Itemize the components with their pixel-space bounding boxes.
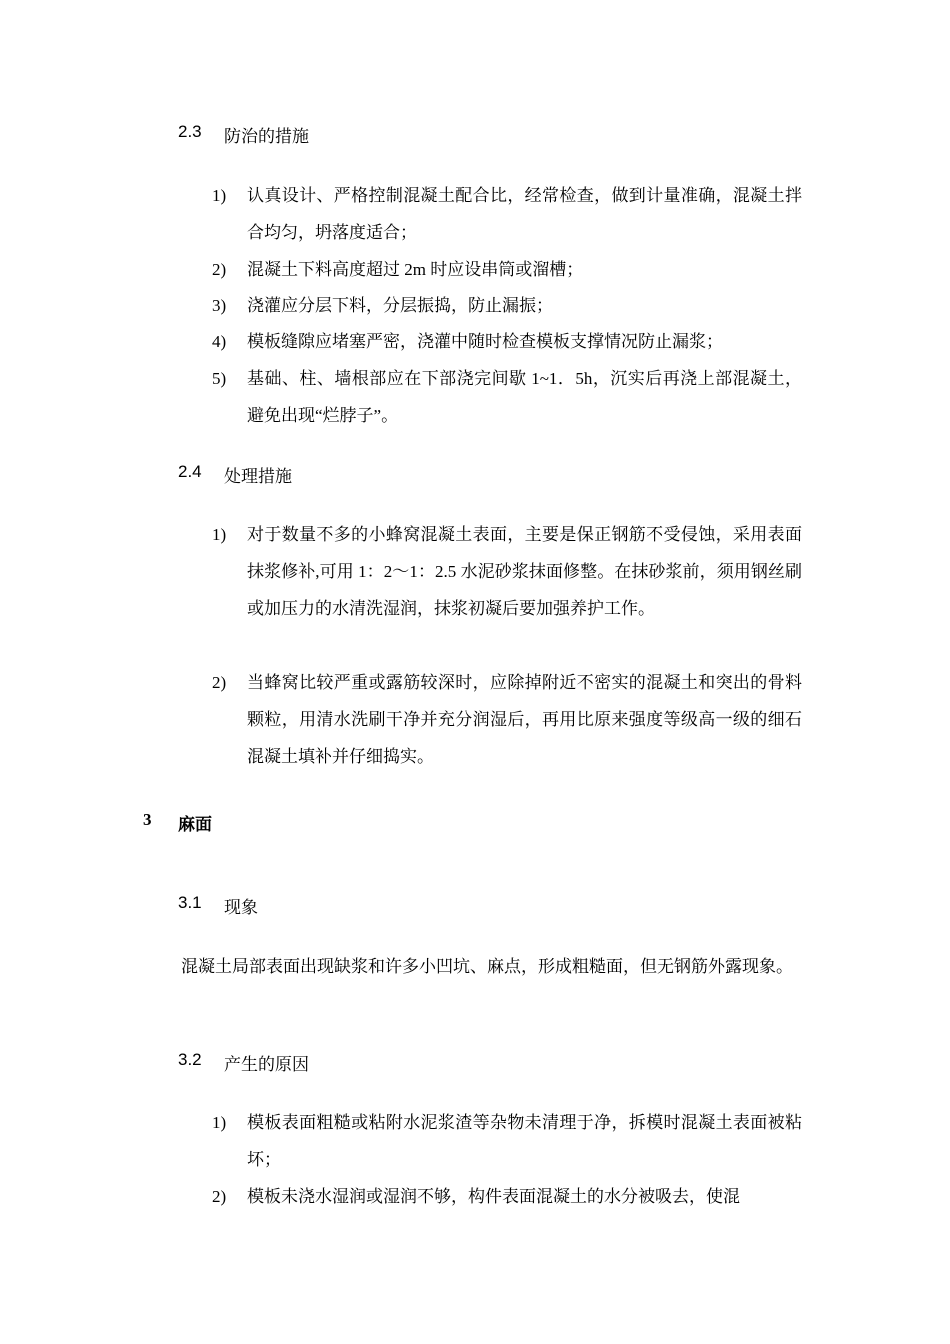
list-number: 4)	[212, 332, 227, 351]
section-title: 产生的原因	[224, 1055, 309, 1074]
list-text: 认真设计、严格控制混凝土配合比，经常检查，做到计量准确，混凝土拌合均匀，坍落度适合；	[247, 186, 802, 242]
list-number: 3)	[212, 296, 227, 315]
list-text: 模板缝隙应堵塞严密，浇灌中随时检查模板支撑情况防止漏浆；	[247, 332, 723, 351]
list-number: 2)	[212, 673, 227, 692]
section-title: 处理措施	[224, 467, 292, 486]
list-number: 1)	[212, 1113, 227, 1132]
list-text: 对于数量不多的小蜂窝混凝土表面，主要是保正钢筋不受侵蚀，采用表面抹浆修补,可用 1：2～1：2.5 水泥砂浆抹面修整。在抹砂浆前，须用钢丝刷或加压力的水清洗湿润，抹浆初凝后要加强养护工作。	[247, 525, 802, 618]
list-number: 2)	[212, 260, 227, 279]
section-number: 3.1	[178, 893, 202, 912]
list-text: 浇灌应分层下料，分层振捣，防止漏振；	[247, 296, 553, 315]
section-title: 现象	[224, 898, 258, 917]
list-text: 基础、柱、墙根部应在下部浇完间歇 1~1．5h，沉实后再浇上部混凝土，避免出现“烂脖子”。	[247, 369, 802, 425]
section-title: 防治的措施	[224, 127, 309, 146]
list-number: 5)	[212, 369, 227, 388]
list-text: 当蜂窝比较严重或露筋较深时，应除掉附近不密实的混凝土和突出的骨料颗粒，用清水洗刷干净并充分润湿后，再用比原来强度等级高一级的细石混凝土填补并仔细捣实。	[247, 673, 802, 766]
list-text: 混凝土下料高度超过 2m 时应设串筒或溜槽；	[247, 260, 584, 279]
list-text: 模板未浇水湿润或湿润不够，构件表面混凝土的水分被吸去，使混	[247, 1187, 740, 1206]
chapter-title: 麻面	[178, 815, 212, 834]
list-number: 1)	[212, 525, 227, 544]
section-number: 2.4	[178, 462, 202, 481]
section-number: 2.3	[178, 122, 202, 141]
section-number: 3.2	[178, 1050, 202, 1069]
list-text: 模板表面粗糙或粘附水泥浆渣等杂物未清理于净，拆模时混凝土表面被粘坏；	[247, 1113, 802, 1169]
list-number: 2)	[212, 1187, 227, 1206]
chapter-number: 3	[143, 810, 152, 829]
body-paragraph: 混凝土局部表面出现缺浆和许多小凹坑、麻点，形成粗糙面，但无钢筋外露现象。	[181, 957, 793, 976]
list-number: 1)	[212, 186, 227, 205]
